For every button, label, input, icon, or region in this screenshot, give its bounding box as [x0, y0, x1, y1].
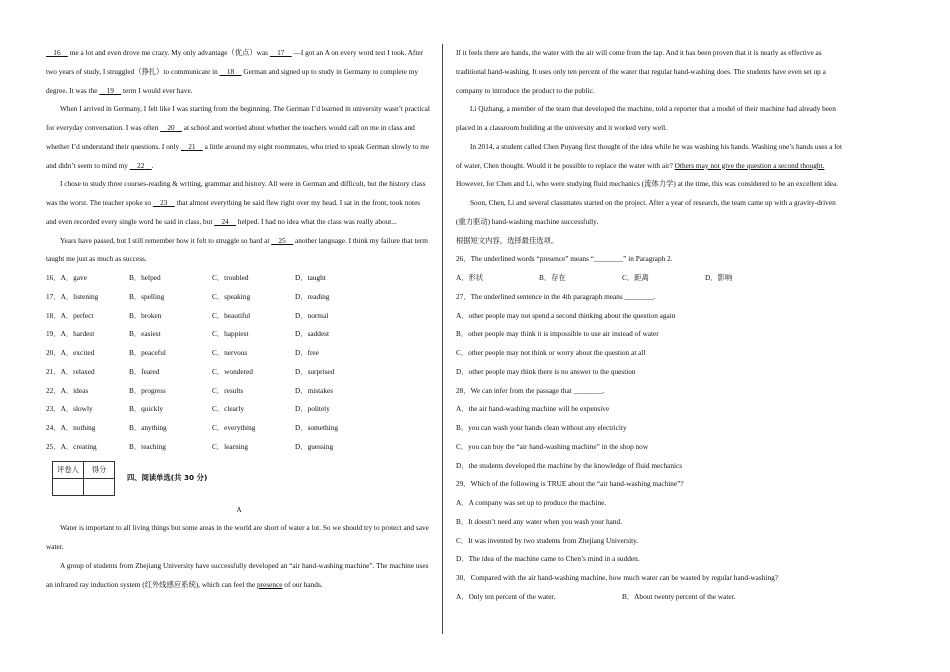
points-cell[interactable] — [84, 479, 115, 496]
blank-20: 20 — [167, 123, 175, 132]
cloze-options — [46, 269, 432, 457]
section-title: 四、阅读单选(共 30 分) — [127, 473, 208, 483]
reading-paragraph-4: In 2014, a student called Chen Puyang first thought of the idea while he was washing his hands. Washing one’s hands uses a lot of water, Chen thought. Would it be possible to replace the water with air? Others may not give the question a second thought. However, for Chen and Li, who were studying fluid mechanics (流体力学) at the time, this was considered to be an excellent idea. — [456, 141, 842, 189]
options-19: 19．A．hardest B．easiest C．happiest D．saddest — [46, 329, 330, 339]
reading-paragraph-1: Water is important to all living things but some areas in the world are short of water a lot. So we should try to protect and save water. — [46, 523, 429, 551]
instruction: 根据短文内容，选择最佳选项。 — [456, 235, 559, 245]
option-27-c[interactable]: C．other people may not think or worry about the question at all — [456, 348, 646, 357]
option-28-d[interactable]: D．the students developed the machine by the knowledge of fluid mechanics — [456, 460, 683, 470]
option-28-a[interactable]: A．the air hand-washing machine will be expensive — [456, 404, 610, 414]
options-22: 22．A．ideas B．progress C．results D．mistakes — [46, 385, 334, 395]
reading-paragraph-2: A group of students from Zhejiang University have successfully developed an “air hand-washing machine”. The machine uses an infrared ray induction system (红外线感应系统), which can feel the presence of our hands. — [46, 560, 429, 589]
blank-16: 16 — [53, 48, 61, 57]
options-16: 16．A．gave B．helped C．troubled D．taught — [46, 273, 326, 282]
blank-18: 18 — [226, 66, 235, 76]
options-18: 18．A．perfect B．broken C．beautiful D．normal — [46, 310, 329, 320]
options-21: 21．A．relaxed B．feared C．wondered D．surprised — [46, 366, 335, 376]
question-26: 26．The underlined words “presence” means “________” in Paragraph 2. — [456, 254, 673, 264]
left-column — [46, 44, 432, 594]
section-header — [52, 459, 432, 499]
option-26-d[interactable]: D．影响 — [705, 273, 733, 282]
options-26 — [456, 269, 842, 288]
blank-23: 23 — [160, 198, 168, 207]
column-divider — [442, 44, 443, 634]
blank-24: 24 — [221, 216, 229, 226]
option-27-d[interactable]: D．other people may think there is no answer to the question — [456, 366, 636, 376]
option-29-c[interactable]: C．It was invented by two students from Zhejiang University. — [456, 535, 639, 545]
blank-22: 22 — [137, 160, 145, 170]
score-table — [52, 461, 115, 496]
question-29: 29．Which of the following is TRUE about the “air hand-washing machine”? — [456, 479, 684, 489]
cloze-paragraph-3: I chose to study three courses-reading & writing, grammar and history. All were in German and difficult, but the history class was the worst. The teacher spoke so 23 that almost everything he said flew right over my head. I sat in the front, took notes and even recorded every single word he said in class, but 24 helped. I had no idea what the class was really about... — [46, 179, 426, 226]
grader-label: 评卷人 — [53, 462, 84, 479]
right-column — [456, 44, 842, 607]
question-27: 27．The underlined sentence in the 4th paragraph means ________. — [456, 291, 656, 301]
option-28-c[interactable]: C．you can buy the “air hand-washing machine” in the shop now — [456, 441, 649, 451]
blank-19: 19 — [106, 85, 114, 95]
reading-paragraph-5: Soon, Chen, Li and several classmates started on the project. After a year of research, the team came up with a gravity-driven (重力驱动) hand-washing machine successfully. — [456, 198, 836, 226]
reading-paragraph-2-cont: If it feels there are hands, the water with the air will come from the tap. And it has been proven that it is nearly as effective as traditional hand-washing. It uses only ten percent of the water that regular hand-washing does. The students have even set up a company to introduce the product to the public. — [456, 48, 826, 95]
cloze-paragraph-2: When I arrived in Germany, I felt like I was starting from the beginning. The German I’d learned in university wasn’t practical for everyday conversation. I was often 20 at school and worried about whether the teachers would call on me in class and whether I’d understand their questions. I only 21 a little around my eight roommates, who tried to speak German slowly to me and didn’t seem to mind my 22 . — [46, 104, 430, 170]
option-29-d[interactable]: D．The idea of the machine came to Chen’s mind in a sudden. — [456, 554, 640, 564]
question-30: 30．Compared with the air hand-washing machine, how much water can be wasted by regular hand-washing? — [456, 573, 778, 582]
option-26-c[interactable]: C．距离 — [622, 273, 649, 282]
question-28: 28．We can infer from the passage that ________. — [456, 385, 605, 395]
passage-letter: A — [236, 504, 242, 514]
option-27-a[interactable]: A．other people may not spend a second thinking about the question again — [456, 310, 676, 320]
cloze-paragraph-4: Years have passed, but I still remember how it felt to struggle so hard at 25 another language. I think my failure that term taught me just as much as success. — [46, 235, 428, 264]
underlined-sentence: Others may not give the question a second thought. — [674, 160, 825, 170]
option-30-b[interactable]: B．About twenty percent of the water. — [622, 591, 736, 601]
reading-paragraph-3: Li Qizhang, a member of the team that developed the machine, told a reporter that a model of their machine had already been placed in a classroom building at the university and it worked very well. — [456, 104, 836, 132]
points-label: 得分 — [84, 462, 115, 479]
options-17: 17．A．listening B．spelling C．speaking D．reading — [46, 291, 330, 301]
blank-17: 17 — [277, 48, 285, 57]
option-27-b[interactable]: B．other people may think it is impossible to use air instead of water — [456, 329, 659, 339]
option-30-a[interactable]: A．Only ten percent of the water. — [456, 591, 556, 601]
option-29-a[interactable]: A．A company was set up to produce the machine. — [456, 498, 607, 507]
options-20: 20．A．excited B．peaceful C．nervous D．free — [46, 348, 319, 357]
grader-cell[interactable] — [53, 479, 84, 496]
option-28-b[interactable]: B．you can wash your hands clean without any electricity — [456, 423, 627, 432]
cloze-paragraph-1: 16 me a lot and even drove me crazy. My only advantage（优点）was 17 —I got an A on every word test I took. After two years of study, I struggled（挣扎）to communicate in 18 German and signed up to study in Germany to complete my degree. It was the 19 term I would ever have. — [46, 48, 424, 95]
options-30 — [456, 588, 842, 607]
options-23: 23．A．slowly B．quickly C．clearly D．politely — [46, 404, 330, 414]
blank-21: 21 — [188, 141, 196, 151]
underlined-presence: presence — [256, 579, 283, 589]
option-29-b[interactable]: B．It doesn’t need any water when you wash your hand. — [456, 516, 623, 526]
options-24: 24．A．nothing B．anything C．everything D．something — [46, 423, 338, 432]
blank-25: 25 — [278, 235, 286, 245]
option-26-a[interactable]: A．形状 — [456, 273, 484, 282]
option-26-b[interactable]: B．存在 — [539, 273, 566, 282]
options-25: 25．A．creating B．teaching C．learning D．guessing — [46, 441, 334, 451]
